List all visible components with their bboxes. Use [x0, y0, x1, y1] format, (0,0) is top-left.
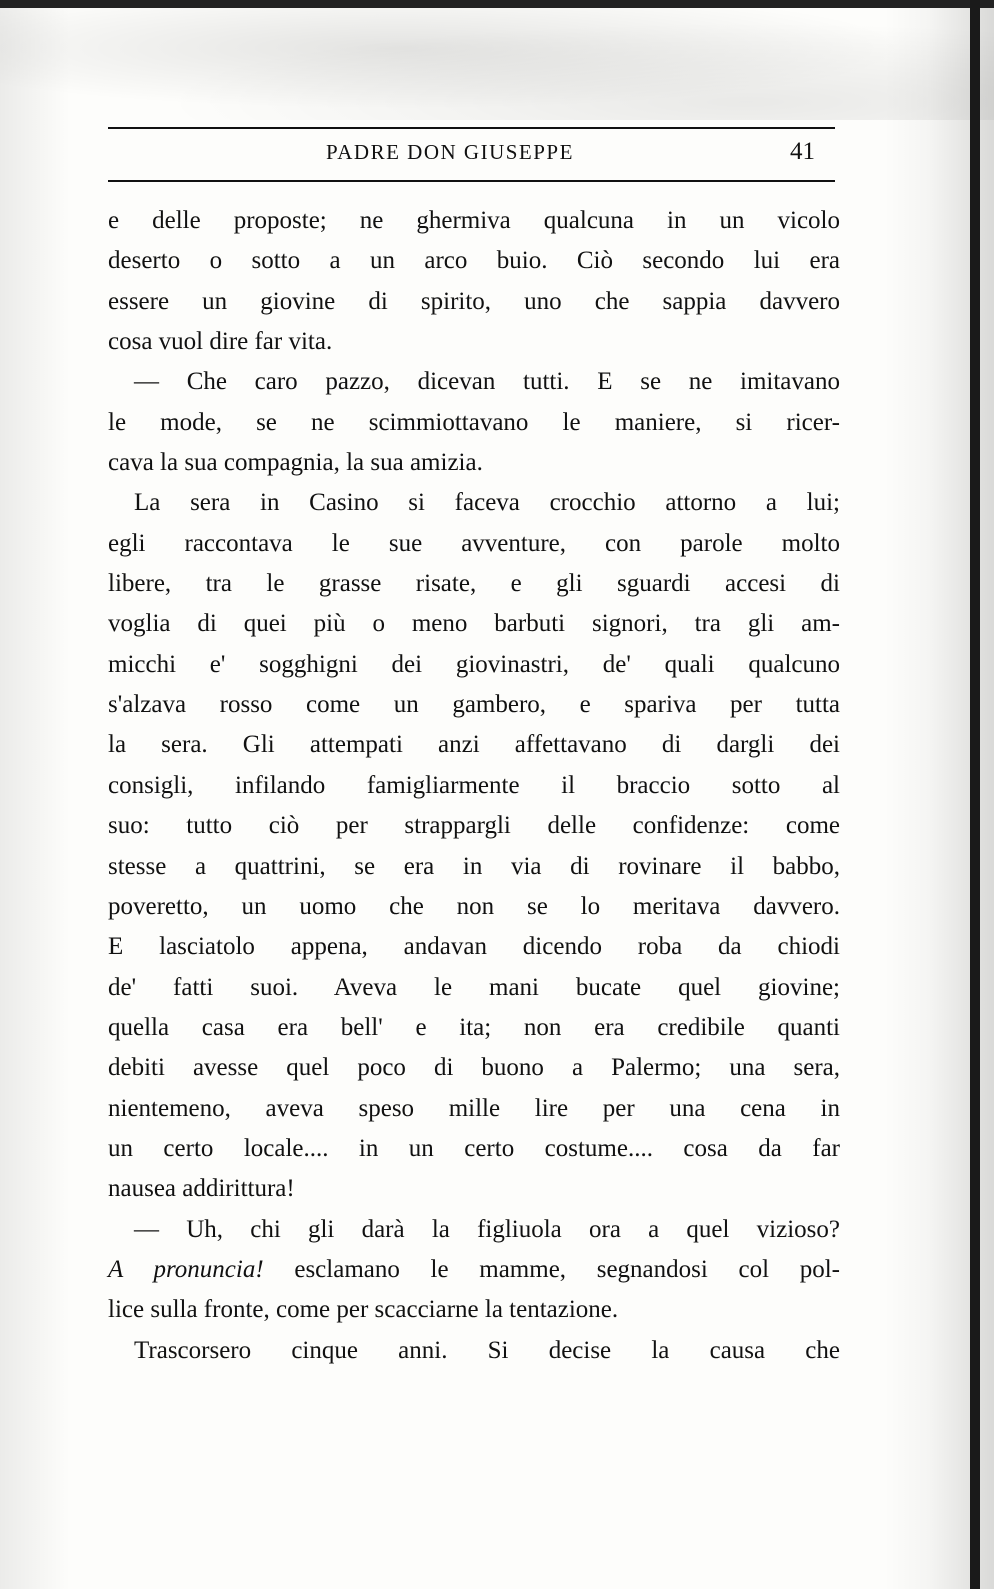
text-line: debiti avesse quel poco di buono a Palermo; una sera, [108, 1054, 840, 1082]
text-line: poveretto, un uomo che non se lo meritava davvero. [108, 892, 840, 920]
text-line: deserto o sotto a un arco buio. Ciò secondo lui era [108, 247, 840, 275]
text-line: la sera. Gli attempati anzi affettavano di dargli dei [108, 731, 840, 759]
scan-top-edge [0, 0, 994, 8]
text-line: egli raccontava le sue avventure, con parole molto [108, 529, 840, 557]
text-line: micchi e' sogghigni dei giovinastri, de' quali qualcuno [108, 650, 840, 678]
text-line: nientemeno, aveva speso mille lire per una cena in [108, 1094, 840, 1122]
scan-right-edge [970, 0, 980, 1589]
text-line: cava la sua compagnia, la sua amizia. [108, 449, 483, 477]
text-line: e delle proposte; ne ghermiva qualcuna in un vicolo [108, 207, 840, 234]
scan-noise-left [0, 0, 70, 1589]
text-line: de' fatti suoi. Aveva le mani bucate quel giovine; [108, 973, 840, 1001]
header-rule-top [108, 127, 835, 129]
text-line: nausea addirittura! [108, 1175, 295, 1203]
page-number: 41 [790, 138, 815, 165]
text-line: s'alzava rosso come un gambero, e spariva per tutta [108, 691, 840, 719]
italic-exclamation: A pronuncia! [108, 1255, 264, 1283]
text-line: cosa vuol dire far vita. [108, 328, 333, 356]
header-rule-bottom [108, 180, 835, 182]
text-line: consigli, infilando famigliarmente il braccio sotto al [108, 771, 840, 799]
text-line: un certo locale.... in un certo costume.... cosa da far [108, 1134, 840, 1162]
text-line: quella casa era bell' e ita; non era credibile quanti [108, 1013, 840, 1041]
text-line: libere, tra le grasse risate, e gli sguardi accesi di [108, 570, 840, 598]
text-line: essere un giovine di spirito, uno che sappia davvero [108, 287, 840, 315]
running-title: PADRE DON GIUSEPPE [326, 140, 574, 164]
text-line: — Uh, chi gli darà la figliuola ora a quel vizioso? [134, 1215, 840, 1243]
text-line: le mode, se ne scimmiottavano le maniere, si ricer- [108, 408, 840, 436]
text-line: stesse a quattrini, se era in via di rovinare il babbo, [108, 852, 840, 880]
scan-noise-top [0, 0, 994, 120]
body-text [108, 201, 840, 1371]
text-line-rest: esclamano le mamme, segnandosi col pol- [294, 1255, 840, 1283]
text-line: suo: tutto ciò per strappargli delle confidenze: come [108, 812, 840, 840]
text-line: La sera in Casino si faceva crocchio attorno a lui; [134, 489, 840, 517]
text-line: Trascorsero cinque anni. Si decise la causa che [134, 1336, 840, 1364]
running-header [108, 138, 835, 172]
text-line: E lasciatolo appena, andavan dicendo roba da chiodi [108, 933, 840, 961]
text-line: — Che caro pazzo, dicevan tutti. E se ne imitavano [134, 368, 840, 396]
text-line: voglia di quei più o meno barbuti signori, tra gli am- [108, 610, 840, 638]
text-line [108, 1250, 840, 1290]
text-line: lice sulla fronte, come per scacciarne la tentazione. [108, 1296, 619, 1324]
